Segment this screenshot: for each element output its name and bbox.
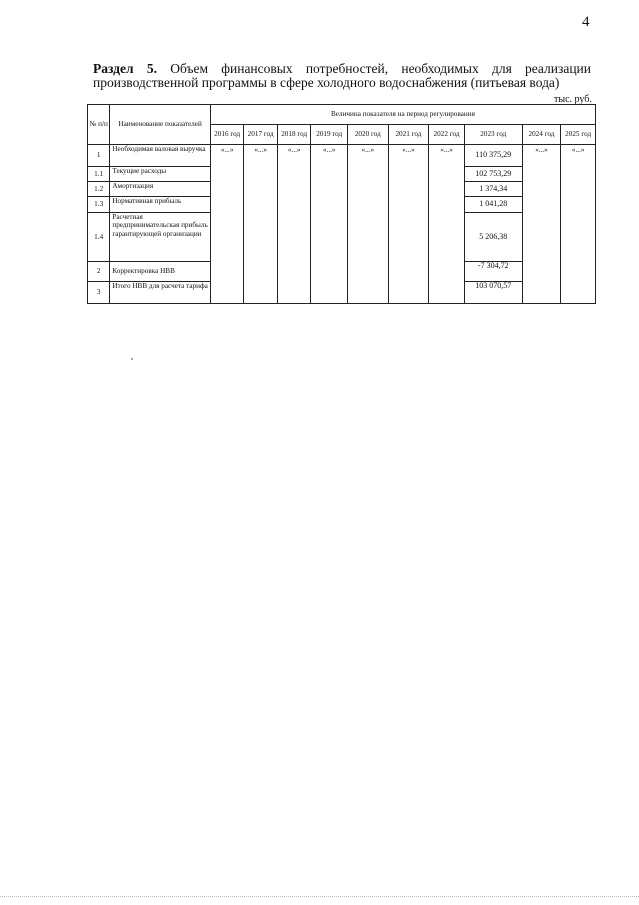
placeholder-cell: «...» (210, 145, 244, 304)
header-year: 2023 год (464, 125, 522, 145)
header-period: Величина показателя на период регулирования (210, 105, 595, 125)
units-label: тыс. руб. (554, 94, 592, 105)
row-number: 1.1 (88, 167, 110, 182)
header-year: 2025 год (561, 125, 596, 145)
placeholder-cell: «...» (348, 145, 389, 304)
header-year: 2018 год (277, 125, 311, 145)
header-year: 2019 год (311, 125, 348, 145)
header-row-1 (88, 105, 596, 125)
header-year: 2020 год (348, 125, 389, 145)
header-year: 2022 год (429, 125, 465, 145)
placeholder-cell: «...» (522, 145, 561, 304)
value-2023: 5 206,38 (464, 213, 522, 262)
value-2023: 1 041,28 (464, 197, 522, 213)
row-number: 1.4 (88, 213, 110, 262)
row-name: Амортизация (110, 182, 211, 197)
header-year: 2021 год (388, 125, 429, 145)
row-name: Нормативная прибыль (110, 197, 211, 213)
header-name: Наименование показателей (110, 105, 211, 145)
value-2023: 102 753,29 (464, 167, 522, 182)
placeholder-cell: «...» (277, 145, 311, 304)
scan-speck (131, 358, 133, 360)
header-year: 2024 год (522, 125, 561, 145)
row-name: Итого НВВ для расчета тарифа (110, 282, 211, 304)
section-label: Раздел 5. (93, 61, 157, 76)
header-year: 2017 год (244, 125, 278, 145)
value-2023: 103 070,57 (464, 282, 522, 304)
value-2023: 1 374,34 (464, 182, 522, 197)
row-name: Необходимая валовая выручка (110, 145, 211, 167)
value-2023: 110 375,29 (464, 145, 522, 167)
page-number: 4 (582, 14, 590, 30)
row-name: Корректировка НВВ (110, 262, 211, 282)
placeholder-cell: «...» (429, 145, 465, 304)
placeholder-cell: «...» (244, 145, 278, 304)
financial-needs-table (87, 104, 596, 304)
value-2023: -7 304,72 (464, 262, 522, 282)
row-number: 1 (88, 145, 110, 167)
heading-line-1 (93, 62, 591, 76)
scan-edge-line (0, 896, 639, 898)
header-num: № п/п (88, 105, 110, 145)
placeholder-cell: «...» (561, 145, 596, 304)
header-year: 2016 год (210, 125, 244, 145)
row-number: 1.3 (88, 197, 110, 213)
table-row (88, 145, 596, 167)
row-number: 3 (88, 282, 110, 304)
placeholder-cell: «...» (388, 145, 429, 304)
row-name: Расчетная предпринимательская прибыль гарантирующей организации (110, 213, 211, 262)
heading-line-2: производственной программы в сфере холодного водоснабжения (питьевая вода) (93, 75, 560, 90)
row-number: 2 (88, 262, 110, 282)
heading-line-1-text: Объем финансовых потребностей, необходимых для реализации (170, 61, 591, 76)
section-heading (93, 62, 591, 90)
placeholder-cell: «...» (311, 145, 348, 304)
row-name: Текущие расходы (110, 167, 211, 182)
row-number: 1.2 (88, 182, 110, 197)
